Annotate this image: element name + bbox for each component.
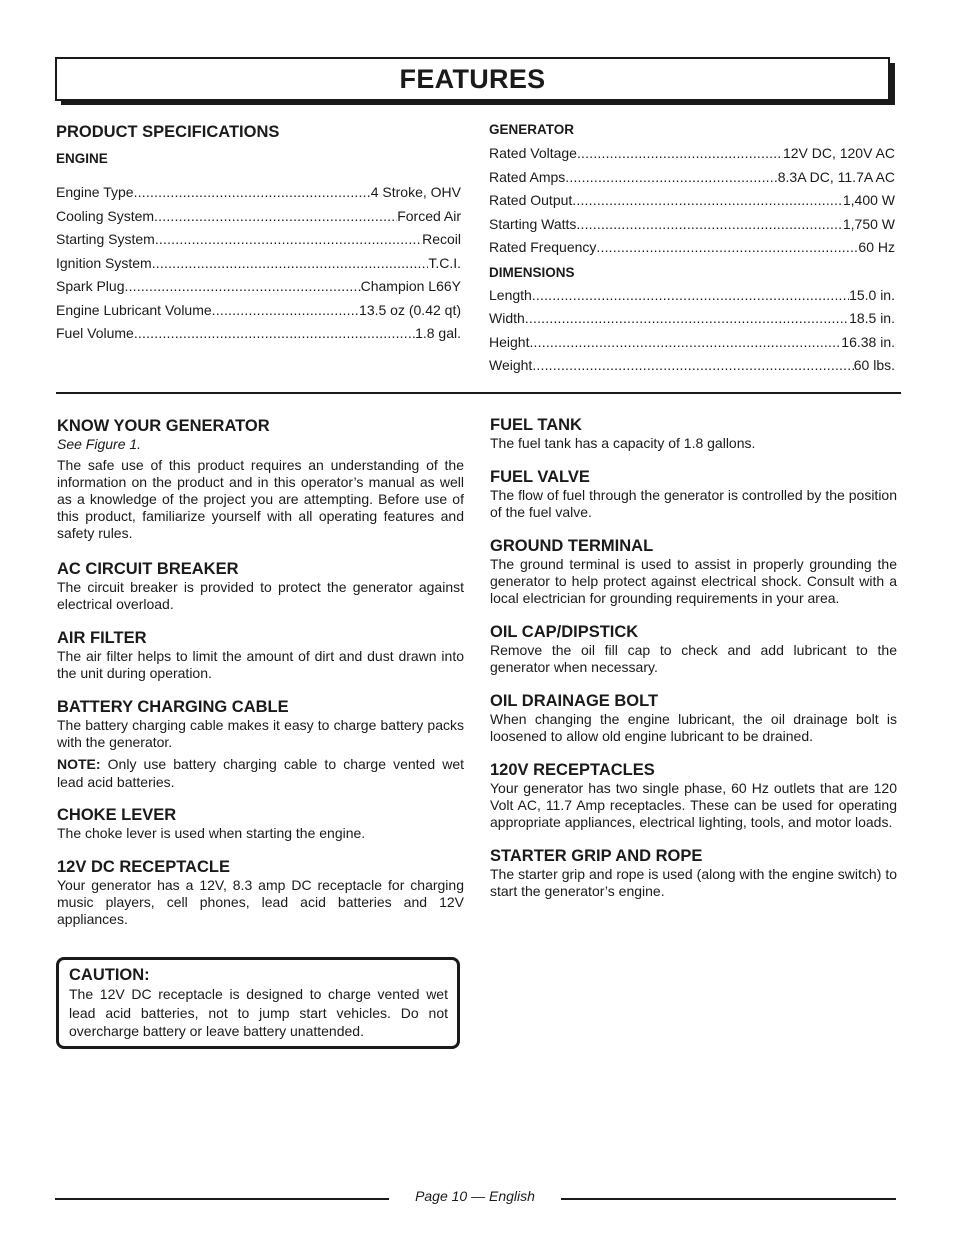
spec-label: Rated Amps xyxy=(489,168,566,185)
spec-row xyxy=(56,205,461,229)
battery-note xyxy=(57,755,464,791)
spec-value: 1,400 W xyxy=(842,192,895,208)
leader-dots xyxy=(152,252,429,276)
page-banner xyxy=(55,57,890,101)
know-subtitle: See Figure 1. xyxy=(57,436,142,452)
know-body: The safe use of this product requires an understanding of the information on the product and in this operator’s manual as well as a knowledge of the project you are attempting. Before use of this product, familiarize yourself with all operating features and safety rules. xyxy=(57,457,464,541)
note-text: Only use battery charging cable to charge vented wet lead acid batteries. xyxy=(57,756,465,790)
spec-label: Engine Lubricant Volume xyxy=(56,301,212,318)
leader-dots xyxy=(134,181,371,205)
dc-body: Your generator has a 12V, 8.3 amp DC receptacle for charging music players, cell phones, lead acid batteries and 12V appliances. xyxy=(57,877,464,927)
page-footer: Page 10 — English xyxy=(415,1188,535,1204)
page-title: FEATURES xyxy=(399,64,546,94)
spec-label: Rated Voltage xyxy=(489,145,577,161)
spec-value: 60 lbs. xyxy=(853,357,895,373)
dimensions-title: DIMENSIONS xyxy=(489,264,575,280)
spec-value: 13.5 oz (0.42 qt) xyxy=(359,301,461,318)
caution-title: CAUTION: xyxy=(69,966,150,984)
footer-rule-left xyxy=(55,1198,389,1200)
spec-row xyxy=(489,354,895,378)
spec-value: 15.0 in. xyxy=(849,286,895,303)
spec-label: Width xyxy=(489,310,525,326)
leader-dots xyxy=(572,189,843,213)
spec-value: 18.5 in. xyxy=(849,310,895,326)
receptacles-title: 120V RECEPTACLES xyxy=(490,761,655,779)
spec-row xyxy=(56,299,461,323)
oil-drain-body: When changing the engine lubricant, the oil drainage bolt is loosened to allow old engine lubricant to be drained. xyxy=(490,711,897,744)
leader-dots xyxy=(576,213,842,237)
battery-body: The battery charging cable makes it easy to charge battery packs with the generator. xyxy=(57,717,464,750)
leader-dots xyxy=(154,205,397,229)
spec-row xyxy=(489,331,895,355)
receptacles-body: Your generator has two single phase, 60 Hz outlets that are 120 Volt AC, 11.7 Amp receptacles. These can be used for operating appropriate appliances, electrical lighting, tools, and motor loads. xyxy=(490,780,897,830)
spec-value: Forced Air xyxy=(397,207,461,224)
note-label: NOTE: xyxy=(57,756,101,772)
dc-title: 12V DC RECEPTACLE xyxy=(57,858,230,876)
spec-row xyxy=(489,213,895,237)
know-title: KNOW YOUR GENERATOR xyxy=(57,417,270,435)
spec-row xyxy=(56,181,461,205)
air-body: The air filter helps to limit the amount of dirt and dust drawn into the unit during operation. xyxy=(57,648,464,681)
spec-row xyxy=(56,228,461,252)
spec-label: Length xyxy=(489,286,532,303)
engine-table xyxy=(56,181,461,346)
spec-label: Ignition System xyxy=(56,254,152,271)
spec-value: 60 Hz xyxy=(858,239,895,255)
footer-rule-right xyxy=(561,1198,896,1200)
spec-value: 12V DC, 120V AC xyxy=(782,145,895,161)
spec-label: Height xyxy=(489,333,530,350)
specs-title: PRODUCT SPECIFICATIONS xyxy=(56,123,280,141)
spec-value: 4 Stroke, OHV xyxy=(370,184,461,200)
fuel-tank-title: FUEL TANK xyxy=(490,416,582,434)
section-divider xyxy=(56,392,901,394)
starter-body: The starter grip and rope is used (along with the engine switch) to start the generator’s engine. xyxy=(490,866,897,899)
dimensions-table xyxy=(489,284,895,378)
spec-value: 8.3A DC, 11.7A AC xyxy=(777,168,895,185)
spec-label: Rated Output xyxy=(489,192,573,208)
leader-dots xyxy=(155,228,422,252)
ground-body: The ground terminal is used to assist in properly grounding the generator to help protect against electrical shock. Consult with a local electrician for grounding requirements in your area. xyxy=(490,556,897,606)
leader-dots xyxy=(565,166,777,190)
spec-label: Starting System xyxy=(56,231,155,247)
spec-row xyxy=(489,236,895,260)
fuel-valve-title: FUEL VALVE xyxy=(490,468,590,486)
spec-row xyxy=(56,252,461,276)
left-column xyxy=(57,416,464,928)
leader-dots xyxy=(532,284,849,308)
oil-cap-body: Remove the oil fill cap to check and add lubricant to the generator when necessary. xyxy=(490,642,897,675)
caution-box xyxy=(56,957,460,1049)
spec-row xyxy=(489,166,895,190)
leader-dots xyxy=(134,322,415,346)
choke-body: The choke lever is used when starting the engine. xyxy=(57,825,366,841)
leader-dots xyxy=(577,142,783,166)
spec-row xyxy=(489,284,895,308)
oil-cap-title: OIL CAP/DIPSTICK xyxy=(490,623,639,641)
fuel-tank-body: The fuel tank has a capacity of 1.8 gallons. xyxy=(490,435,756,451)
spec-value: Recoil xyxy=(422,231,461,247)
oil-drain-title: OIL DRAINAGE BOLT xyxy=(490,692,659,710)
generator-specs xyxy=(489,122,895,378)
spec-value: 1,750 W xyxy=(842,215,895,232)
ground-title: GROUND TERMINAL xyxy=(490,537,654,555)
spec-row xyxy=(56,322,461,346)
leader-dots xyxy=(532,354,853,378)
choke-title: CHOKE LEVER xyxy=(57,806,177,824)
generator-table xyxy=(489,142,895,260)
air-title: AIR FILTER xyxy=(57,629,147,647)
spec-value: 16.38 in. xyxy=(841,333,895,350)
breaker-title: AC CIRCUIT BREAKER xyxy=(57,560,239,578)
spec-row xyxy=(489,142,895,166)
spec-row xyxy=(489,307,895,331)
spec-value: 1.8 gal. xyxy=(415,325,461,341)
engine-specs xyxy=(56,122,461,346)
breaker-body: The circuit breaker is provided to protect the generator against electrical overload. xyxy=(57,579,464,612)
leader-dots xyxy=(596,236,858,260)
spec-value: T.C.I. xyxy=(428,254,461,271)
spec-label: Engine Type xyxy=(56,184,134,200)
caution-body: The 12V DC receptacle is designed to charge vented wet lead acid batteries, not to jump start vehicles. Do not overcharge battery or leave battery unattended. xyxy=(69,986,448,1039)
leader-dots xyxy=(529,331,841,355)
spec-label: Rated Frequency xyxy=(489,239,597,255)
generator-title: GENERATOR xyxy=(489,122,575,137)
engine-title: ENGINE xyxy=(56,151,108,166)
leader-dots xyxy=(525,307,849,331)
spec-row xyxy=(489,189,895,213)
battery-title: BATTERY CHARGING CABLE xyxy=(57,698,289,716)
spec-label: Starting Watts xyxy=(489,215,577,232)
spec-label: Weight xyxy=(489,357,533,373)
spec-row xyxy=(56,275,461,299)
spec-label: Spark Plug xyxy=(56,278,125,294)
spec-label: Fuel Volume xyxy=(56,325,134,341)
spec-label: Cooling System xyxy=(56,207,155,224)
leader-dots xyxy=(212,299,359,323)
right-column xyxy=(490,415,897,900)
spec-value: Champion L66Y xyxy=(360,278,461,294)
starter-title: STARTER GRIP AND ROPE xyxy=(490,847,703,865)
fuel-valve-body: The flow of fuel through the generator is controlled by the position of the fuel valve. xyxy=(490,487,897,520)
leader-dots xyxy=(124,275,360,299)
